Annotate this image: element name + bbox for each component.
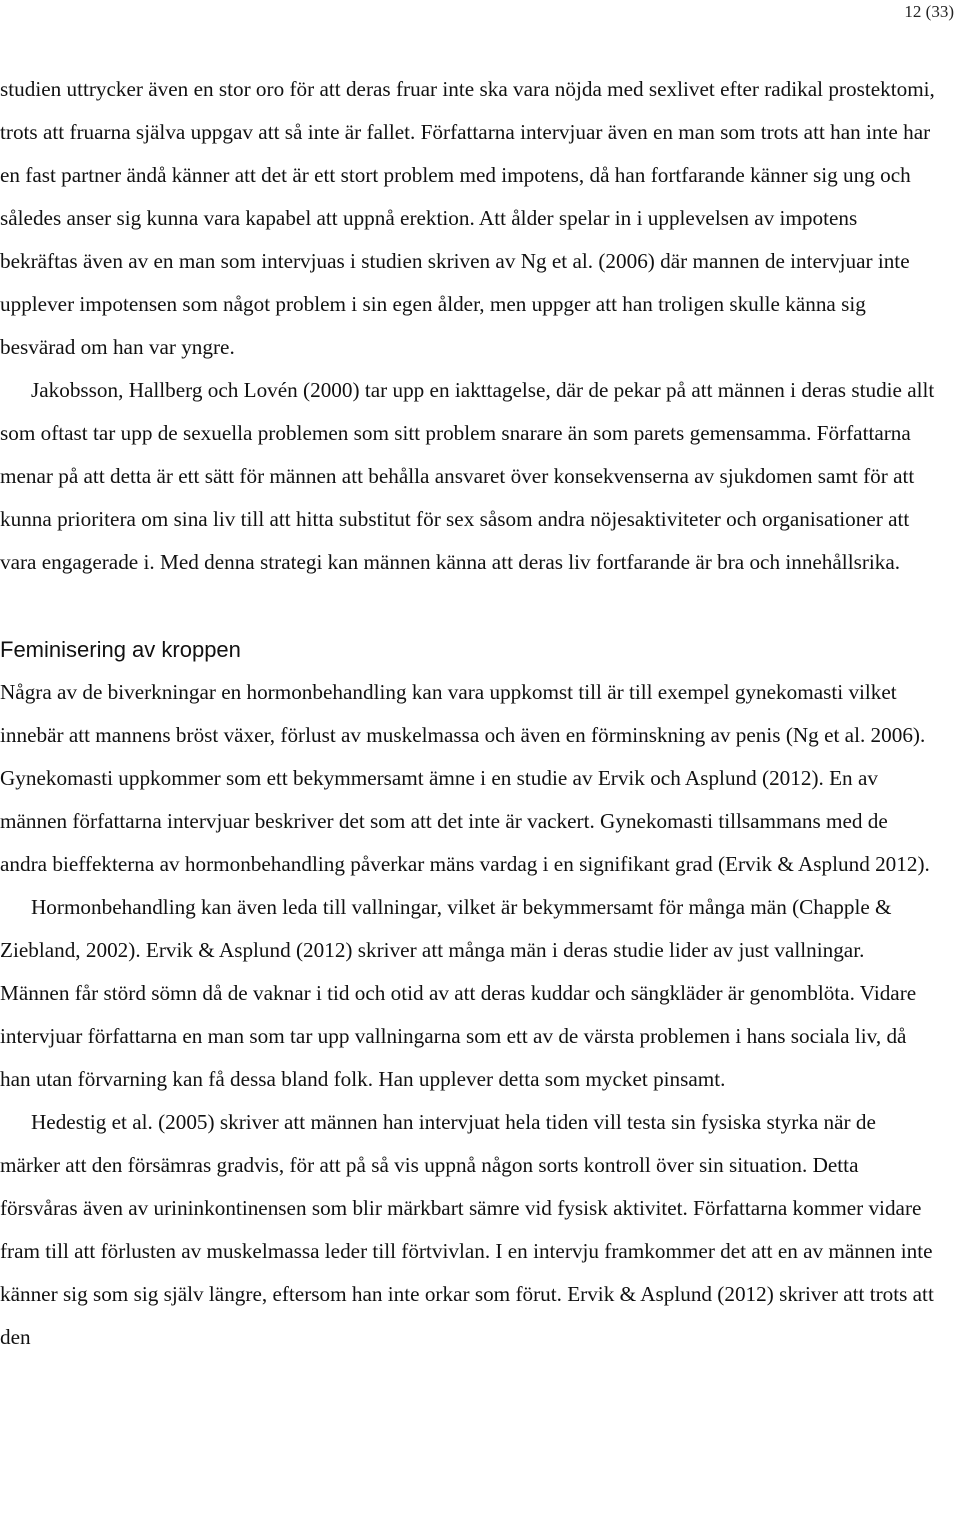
body-paragraph: Hormonbehandling kan även leda till vallningar, vilket är bekymmersamt för många män (Chapple & Ziebland, 2002). Ervik & Asplund (2012) skriver att många män i deras studie lider av just vallningar. Männen får störd sömn då de vaknar i tid och otid av att deras kuddar och sängkläder är genomblöta. Vidare intervjuar författarna en man som tar upp vallningarna som ett av de värsta problemen i hans sociala liv, då han utan förvarning kan få dessa bland folk. Han upplever detta som mycket pinsamt. xyxy=(0,895,917,1091)
body-paragraph: Hedestig et al. (2005) skriver att männen han intervjuat hela tiden vill testa sin fysiska styrka när de märker att den försämras gradvis, för att på så vis uppnå någon sorts kontroll över sin situation. Detta försvåras även av urininkontinensen som blir märkbart sämre vid fysisk aktivitet. Författarna kommer vidare fram till att förlusten av muskelmassa leder till förtvivlan. I en intervju framkommer det att en av männen inte känner sig som sig själv längre, eftersom han inte orkar som förut. Ervik & Asplund (2012) skriver att trots att den xyxy=(0,1110,934,1349)
page-number: 12 (33) xyxy=(904,2,954,21)
body-paragraph: Jakobsson, Hallberg och Lovén (2000) tar upp en iakttagelse, där de pekar på att männen i deras studie allt som oftast tar upp de sexuella problemen som sitt problem snarare än som parets gemensamma. Författarna menar på att detta är ett sätt för männen att behålla ansvaret över konsekvenserna av sjukdomen samt för att kunna prioritera om sina liv till att hitta substitut för sex såsom andra nöjesaktiviteter och organisationer att vara engagerade i. Med denna strategi kan männen känna att deras liv fortfarande är bra och innehållsrika. xyxy=(0,378,935,574)
section-heading: Feminisering av kroppen xyxy=(0,637,241,662)
body-paragraph: Några av de biverkningar en hormonbehandling kan vara uppkomst till är till exempel gynekomasti vilket innebär att mannens bröst växer, förlust av muskelmassa och även en förminskning av penis (Ng et al. 2006). Gynekomasti uppkommer som ett bekymmersamt ämne i en studie av Ervik och Asplund (2012). En av männen författarna intervjuar beskriver det som att det inte är vackert. Gynekomasti tillsammans med de andra bieffekterna av hormonbehandling påverkar mäns vardag i en signifikant grad (Ervik & Asplund 2012). xyxy=(0,680,930,876)
body-paragraph: studien uttrycker även en stor oro för att deras fruar inte ska vara nöjda med sexlivet efter radikal prostektomi, trots att fruarna själva uppgav att så inte är fallet. Författarna intervjuar även en man som trots att han inte har en fast partner ändå känner att det är ett stort problem med impotens, då han fortfarande känner sig ung och således anser sig kunna vara kapabel att uppnå erektion. Att ålder spelar in i upplevelsen av impotens bekräftas även av en man som intervjuas i studien skriven av Ng et al. (2006) där mannen de intervjuar inte upplever impotensen som något problem i sin egen ålder, men uppger att han troligen skulle känna sig besvärad om han var yngre. xyxy=(0,77,935,359)
document-body xyxy=(0,68,935,1359)
